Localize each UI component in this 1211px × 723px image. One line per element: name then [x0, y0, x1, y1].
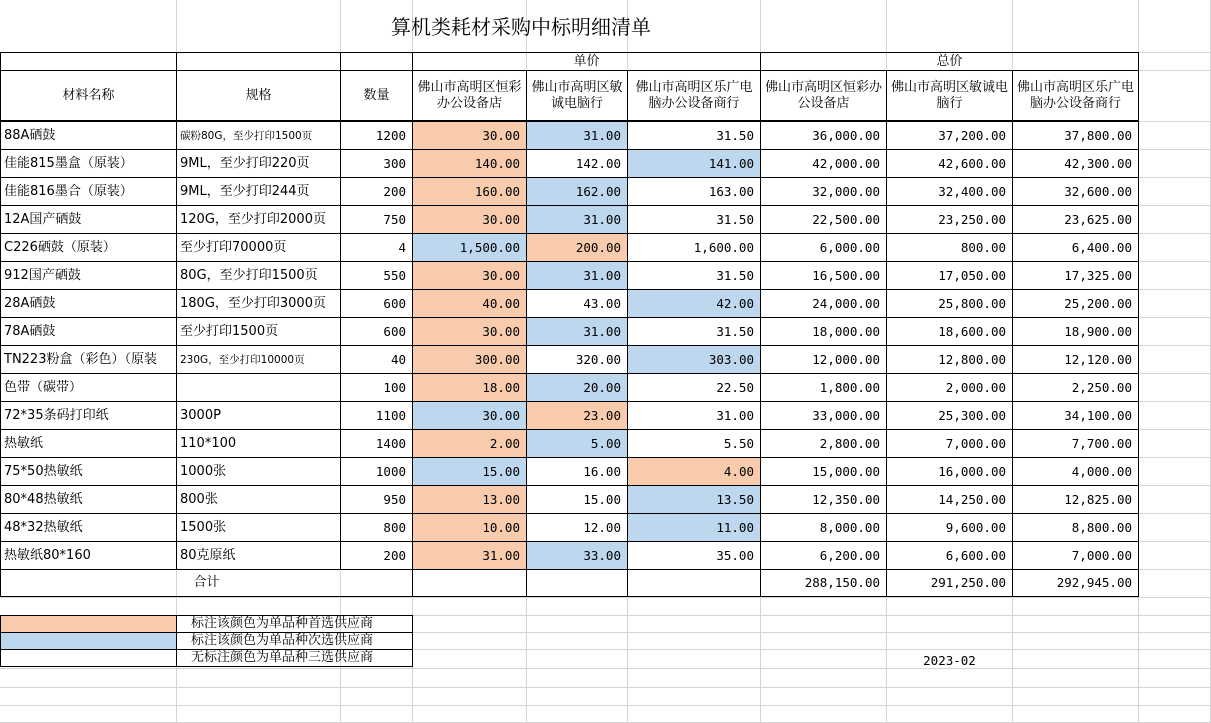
unit-price-cell-supplier-1: 30.00 [412, 205, 527, 234]
unit-price-cell-supplier-2: 12.00 [526, 513, 628, 542]
unit-price-cell-supplier-3: 31.50 [627, 317, 761, 346]
unit-price-cell-supplier-2: 5.00 [526, 429, 628, 458]
unit-price-cell-supplier-3: 11.00 [627, 513, 761, 542]
total-price-cell-supplier-2: 37,200.00 [886, 121, 1013, 150]
total-price-cell-supplier-1: 42,000.00 [760, 149, 887, 178]
unit-price-cell-supplier-3: 141.00 [627, 149, 761, 178]
unit-price-cell-supplier-2: 31.00 [526, 205, 628, 234]
total-price-cell-supplier-2: 17,050.00 [886, 261, 1013, 290]
report-date: 2023-02 [923, 653, 976, 668]
unit-price-cell-supplier-3: 42.00 [627, 289, 761, 318]
unit-price-cell-supplier-1: 30.00 [412, 121, 527, 150]
unit-price-cell-supplier-3: 1,600.00 [627, 233, 761, 262]
summary-unit-blank-2 [526, 569, 628, 597]
material-name-cell: 热敏纸 [0, 429, 177, 458]
summary-total-supplier-1: 288,150.00 [760, 569, 887, 597]
unit-price-cell-supplier-3: 4.00 [627, 457, 761, 486]
summary-unit-blank-1 [412, 569, 527, 597]
spec-cell: 110*100 [176, 429, 341, 458]
total-price-cell-supplier-3: 18,900.00 [1012, 317, 1139, 346]
unit-price-supplier-1-header: 佛山市高明区恒彩办公设备店 [412, 70, 527, 121]
unit-price-cell-supplier-1: 1,500.00 [412, 233, 527, 262]
quantity-cell: 750 [340, 205, 413, 234]
total-price-cell-supplier-3: 12,825.00 [1012, 485, 1139, 514]
total-price-cell-supplier-1: 18,000.00 [760, 317, 887, 346]
total-price-cell-supplier-3: 23,625.00 [1012, 205, 1139, 234]
total-price-cell-supplier-3: 37,800.00 [1012, 121, 1139, 150]
total-price-cell-supplier-1: 2,800.00 [760, 429, 887, 458]
material-name-cell: 78A硒鼓 [0, 317, 177, 346]
spec-cell: 180G，至少打印3000页 [176, 289, 341, 318]
spec-cell: 80克原纸 [176, 541, 341, 570]
unit-price-cell-supplier-3: 31.50 [627, 121, 761, 150]
unit-price-cell-supplier-1: 2.00 [412, 429, 527, 458]
total-price-cell-supplier-3: 17,325.00 [1012, 261, 1139, 290]
unit-price-group-header: 单价 [412, 52, 761, 71]
total-price-cell-supplier-3: 8,800.00 [1012, 513, 1139, 542]
spec-cell: 80G，至少打印1500页 [176, 261, 341, 290]
total-price-cell-supplier-3: 7,700.00 [1012, 429, 1139, 458]
unit-price-cell-supplier-2: 31.00 [526, 121, 628, 150]
material-name-cell: 48*32热敏纸 [0, 513, 177, 542]
legend-swatch-third-choice [0, 649, 177, 667]
spec-cell: 120G，至少打印2000页 [176, 205, 341, 234]
material-name-cell: 佳能816墨合（原装） [0, 177, 177, 206]
unit-price-cell-supplier-3: 31.50 [627, 205, 761, 234]
material-name-cell: 热敏纸80*160 [0, 541, 177, 570]
unit-price-cell-supplier-2: 16.00 [526, 457, 628, 486]
unit-price-cell-supplier-2: 162.00 [526, 177, 628, 206]
total-price-cell-supplier-3: 12,120.00 [1012, 345, 1139, 374]
material-name-cell: 88A硒鼓 [0, 121, 177, 150]
total-price-cell-supplier-2: 25,800.00 [886, 289, 1013, 318]
total-price-cell-supplier-2: 32,400.00 [886, 177, 1013, 206]
quantity-cell: 300 [340, 149, 413, 178]
legend-swatch-first-choice [0, 615, 177, 633]
total-price-cell-supplier-1: 22,500.00 [760, 205, 887, 234]
total-price-cell-supplier-3: 34,100.00 [1012, 401, 1139, 430]
spec-cell: 3000P [176, 401, 341, 430]
material-name-cell: 28A硒鼓 [0, 289, 177, 318]
material-name-cell: 12A国产硒鼓 [0, 205, 177, 234]
quantity-cell: 800 [340, 513, 413, 542]
unit-price-cell-supplier-2: 31.00 [526, 261, 628, 290]
spec-cell: 1000张 [176, 457, 341, 486]
legend-text-third-choice: 无标注颜色为单品种三选供应商 [176, 649, 413, 667]
total-price-cell-supplier-1: 12,350.00 [760, 485, 887, 514]
quantity-cell: 600 [340, 289, 413, 318]
material-name-cell: TN223粉盒（彩色）（原装 [0, 345, 177, 374]
spec-cell: 至少打印1500页 [176, 317, 341, 346]
legend-text-second-choice: 标注该颜色为单品种次选供应商 [176, 632, 413, 650]
unit-price-cell-supplier-1: 30.00 [412, 261, 527, 290]
total-price-cell-supplier-2: 18,600.00 [886, 317, 1013, 346]
unit-price-cell-supplier-3: 31.00 [627, 401, 761, 430]
unit-price-cell-supplier-2: 142.00 [526, 149, 628, 178]
legend-text-first-choice: 标注该颜色为单品种首选供应商 [176, 615, 413, 633]
unit-price-cell-supplier-1: 40.00 [412, 289, 527, 318]
total-price-cell-supplier-2: 14,250.00 [886, 485, 1013, 514]
spec-cell [176, 373, 341, 402]
legend-swatch-second-choice [0, 632, 177, 650]
unit-price-cell-supplier-1: 140.00 [412, 149, 527, 178]
unit-price-cell-supplier-2: 43.00 [526, 289, 628, 318]
spec-cell: 9ML，至少打印244页 [176, 177, 341, 206]
total-price-cell-supplier-2: 23,250.00 [886, 205, 1013, 234]
total-price-cell-supplier-1: 1,800.00 [760, 373, 887, 402]
spec-cell: 至少打印70000页 [176, 233, 341, 262]
unit-price-cell-supplier-3: 163.00 [627, 177, 761, 206]
material-name-cell: C226硒鼓（原装） [0, 233, 177, 262]
material-name-cell: 色带（碳带） [0, 373, 177, 402]
quantity-cell: 100 [340, 373, 413, 402]
spec-cell: 230G，至少打印10000页 [176, 345, 341, 374]
total-price-cell-supplier-2: 16,000.00 [886, 457, 1013, 486]
material-name-cell: 912国产硒鼓 [0, 261, 177, 290]
total-price-cell-supplier-2: 7,000.00 [886, 429, 1013, 458]
total-price-cell-supplier-3: 4,000.00 [1012, 457, 1139, 486]
spec-cell: 800张 [176, 485, 341, 514]
quantity-cell: 4 [340, 233, 413, 262]
total-price-cell-supplier-2: 2,000.00 [886, 373, 1013, 402]
summary-label: 合计 [0, 569, 413, 597]
spec-cell: 1500张 [176, 513, 341, 542]
unit-price-cell-supplier-2: 20.00 [526, 373, 628, 402]
total-price-cell-supplier-1: 36,000.00 [760, 121, 887, 150]
total-price-supplier-3-header: 佛山市高明区乐广电脑办公设备商行 [1012, 70, 1139, 121]
unit-price-cell-supplier-1: 18.00 [412, 373, 527, 402]
material-name-cell: 72*35条码打印纸 [0, 401, 177, 430]
spec-cell: 9ML，至少打印220页 [176, 149, 341, 178]
quantity-cell: 600 [340, 317, 413, 346]
unit-price-cell-supplier-1: 30.00 [412, 317, 527, 346]
unit-price-cell-supplier-3: 5.50 [627, 429, 761, 458]
total-price-cell-supplier-3: 42,300.00 [1012, 149, 1139, 178]
unit-price-cell-supplier-1: 30.00 [412, 401, 527, 430]
unit-price-cell-supplier-1: 13.00 [412, 485, 527, 514]
header-blank-name [0, 52, 177, 71]
total-price-cell-supplier-1: 16,500.00 [760, 261, 887, 290]
unit-price-cell-supplier-2: 200.00 [526, 233, 628, 262]
unit-price-cell-supplier-1: 300.00 [412, 345, 527, 374]
header-blank-spec [176, 52, 341, 71]
total-price-cell-supplier-1: 8,000.00 [760, 513, 887, 542]
total-price-cell-supplier-1: 15,000.00 [760, 457, 887, 486]
total-price-cell-supplier-3: 25,200.00 [1012, 289, 1139, 318]
total-price-supplier-1-header: 佛山市高明区恒彩办公设备店 [760, 70, 887, 121]
total-price-cell-supplier-2: 800.00 [886, 233, 1013, 262]
quantity-cell: 1200 [340, 121, 413, 150]
material-name-cell: 佳能815墨盒（原装） [0, 149, 177, 178]
total-price-cell-supplier-2: 12,800.00 [886, 345, 1013, 374]
total-price-cell-supplier-1: 6,200.00 [760, 541, 887, 570]
unit-price-cell-supplier-1: 15.00 [412, 457, 527, 486]
unit-price-cell-supplier-3: 22.50 [627, 373, 761, 402]
unit-price-cell-supplier-1: 10.00 [412, 513, 527, 542]
material-name-cell: 75*50热敏纸 [0, 457, 177, 486]
quantity-cell: 40 [340, 345, 413, 374]
quantity-cell: 550 [340, 261, 413, 290]
total-price-cell-supplier-2: 25,300.00 [886, 401, 1013, 430]
spec-cell: 碳粉80G，至少打印1500页 [176, 121, 341, 150]
total-price-cell-supplier-1: 6,000.00 [760, 233, 887, 262]
quantity-cell: 1100 [340, 401, 413, 430]
column-header-spec: 规格 [176, 70, 341, 121]
quantity-cell: 200 [340, 177, 413, 206]
quantity-cell: 1400 [340, 429, 413, 458]
total-price-cell-supplier-1: 12,000.00 [760, 345, 887, 374]
sheet-title: 算机类耗材采购中标明细清单 [391, 15, 651, 39]
material-name-cell: 80*48热敏纸 [0, 485, 177, 514]
unit-price-cell-supplier-1: 31.00 [412, 541, 527, 570]
unit-price-cell-supplier-1: 160.00 [412, 177, 527, 206]
unit-price-cell-supplier-2: 23.00 [526, 401, 628, 430]
quantity-cell: 200 [340, 541, 413, 570]
summary-unit-blank-3 [627, 569, 761, 597]
unit-price-cell-supplier-3: 13.50 [627, 485, 761, 514]
total-price-cell-supplier-1: 32,000.00 [760, 177, 887, 206]
total-price-supplier-2-header: 佛山市高明区敏诚电脑行 [886, 70, 1013, 121]
total-price-cell-supplier-3: 32,600.00 [1012, 177, 1139, 206]
unit-price-cell-supplier-3: 31.50 [627, 261, 761, 290]
total-price-cell-supplier-1: 24,000.00 [760, 289, 887, 318]
total-price-cell-supplier-3: 7,000.00 [1012, 541, 1139, 570]
column-header-name: 材料名称 [0, 70, 177, 121]
quantity-cell: 950 [340, 485, 413, 514]
quantity-cell: 1000 [340, 457, 413, 486]
total-price-cell-supplier-2: 6,600.00 [886, 541, 1013, 570]
unit-price-cell-supplier-2: 33.00 [526, 541, 628, 570]
unit-price-cell-supplier-2: 320.00 [526, 345, 628, 374]
total-price-group-header: 总价 [760, 52, 1139, 71]
unit-price-cell-supplier-3: 35.00 [627, 541, 761, 570]
column-header-qty: 数量 [340, 70, 413, 121]
total-price-cell-supplier-3: 6,400.00 [1012, 233, 1139, 262]
total-price-cell-supplier-1: 33,000.00 [760, 401, 887, 430]
summary-total-supplier-2: 291,250.00 [886, 569, 1013, 597]
unit-price-cell-supplier-2: 15.00 [526, 485, 628, 514]
total-price-cell-supplier-3: 2,250.00 [1012, 373, 1139, 402]
unit-price-cell-supplier-2: 31.00 [526, 317, 628, 346]
unit-price-cell-supplier-3: 303.00 [627, 345, 761, 374]
summary-total-supplier-3: 292,945.00 [1012, 569, 1139, 597]
unit-price-supplier-2-header: 佛山市高明区敏诚电脑行 [526, 70, 628, 121]
header-blank-qty [340, 52, 413, 71]
total-price-cell-supplier-2: 9,600.00 [886, 513, 1013, 542]
unit-price-supplier-3-header: 佛山市高明区乐广电脑办公设备商行 [627, 70, 761, 121]
total-price-cell-supplier-2: 42,600.00 [886, 149, 1013, 178]
